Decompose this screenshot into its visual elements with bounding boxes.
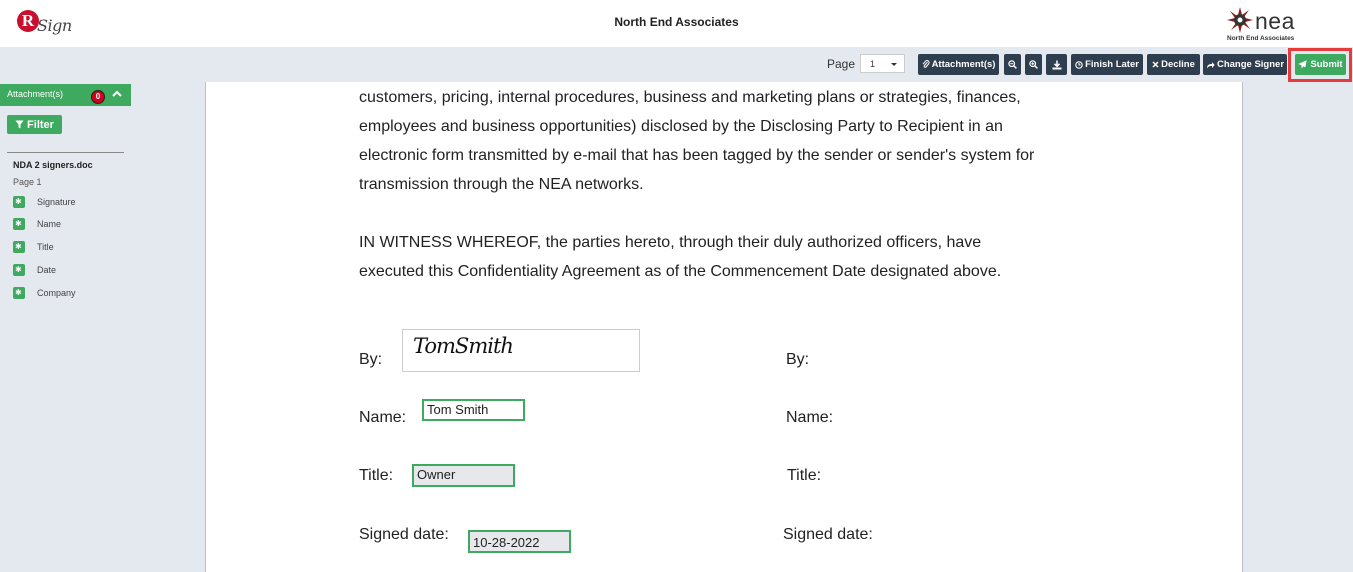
filter-icon: [15, 120, 24, 129]
page-select[interactable]: [860, 54, 905, 73]
nea-logo: [1224, 6, 1314, 46]
close-icon: [1152, 61, 1159, 68]
zoom-out-button[interactable]: [1004, 54, 1021, 75]
field-item-name[interactable]: [13, 218, 61, 230]
field-item-label: Title: [37, 242, 54, 252]
attachments-header-label: Attachment(s): [7, 89, 64, 99]
decline-button[interactable]: [1147, 54, 1200, 75]
left-title-label: Title:: [359, 467, 394, 484]
field-item-signature[interactable]: [13, 196, 76, 208]
finish-later-button-label: Finish Later: [1085, 59, 1139, 70]
attachments-button-label: Attachment(s): [931, 59, 996, 70]
right-name-label: Name:: [786, 409, 834, 426]
text-line: executed this Confidentiality Agreement as of the Commencement Date designated above.: [359, 263, 1002, 280]
agreement-paragraph: [359, 83, 1034, 199]
left-signed-date-label: Signed date:: [359, 526, 449, 543]
sidebar-divider: [7, 152, 124, 153]
zoom-out-icon: [1008, 60, 1017, 69]
change-signer-button[interactable]: [1203, 54, 1287, 75]
filter-button[interactable]: [7, 115, 62, 134]
signed-date-field[interactable]: 10-28-2022: [468, 530, 571, 553]
field-item-label: Date: [37, 265, 57, 275]
attachments-button[interactable]: [918, 54, 999, 75]
clock-icon: [1075, 61, 1083, 69]
download-icon: [1052, 60, 1062, 70]
share-arrow-icon: [1206, 61, 1215, 69]
submit-button-label: Submit: [1310, 59, 1343, 70]
text-line: electronic form transmitted by e-mail that has been tagged by the sender or sender's system for: [359, 147, 1035, 164]
attachments-count-badge: 0: [91, 90, 105, 104]
paperclip-icon: [922, 60, 930, 69]
left-name-label: Name:: [359, 409, 407, 426]
right-title-label: Title:: [787, 467, 822, 484]
field-item-title[interactable]: [13, 241, 54, 253]
zoom-in-button[interactable]: [1025, 54, 1042, 75]
nea-logo-mark-icon: [1227, 7, 1253, 33]
app-header: [0, 0, 1353, 48]
text-line: customers, pricing, internal procedures, business and marketing plans or strategies, finances,: [359, 89, 1021, 106]
document-name: NDA 2 signers.doc: [13, 160, 93, 170]
download-button[interactable]: [1046, 54, 1067, 75]
change-signer-button-label: Change Signer: [1216, 59, 1285, 70]
nea-logo-subtitle: North End Associates: [1227, 35, 1295, 42]
required-field-icon: [13, 287, 25, 299]
field-item-label: Signature: [37, 197, 76, 207]
rsign-logo-initial: R: [17, 10, 39, 32]
text-line: transmission through the NEA networks.: [359, 176, 644, 193]
field-item-date[interactable]: [13, 264, 56, 276]
zoom-in-icon: [1029, 60, 1038, 69]
text-line: IN WITNESS WHEREOF, the parties hereto, through their duly authorized officers, have: [359, 234, 982, 251]
name-field[interactable]: Tom Smith: [422, 399, 525, 421]
required-field-icon: [13, 241, 25, 253]
field-item-company[interactable]: [13, 287, 76, 299]
document-page-label: Page 1: [13, 177, 42, 187]
signature-field[interactable]: [402, 329, 640, 372]
filter-button-label: Filter: [27, 118, 54, 131]
decline-button-label: Decline: [1161, 59, 1195, 70]
submit-highlight-box: [1288, 48, 1352, 82]
page-label: Page: [827, 57, 856, 71]
nea-logo-word: nea: [1255, 8, 1295, 34]
required-field-icon: [13, 264, 25, 276]
required-field-icon: [13, 196, 25, 208]
page-select-value: 1: [870, 59, 876, 69]
fields-sidebar: [0, 82, 131, 572]
title-field[interactable]: Owner: [412, 464, 515, 487]
page-title: North End Associates: [614, 15, 739, 29]
right-signed-date-label: Signed date:: [783, 526, 873, 543]
field-item-label: Name: [37, 219, 62, 229]
text-line: employees and business opportunities) disclosed by the Disclosing Party to Recipient in an: [359, 118, 1003, 135]
left-by-label: By:: [359, 351, 383, 368]
right-by-label: By:: [786, 351, 810, 368]
required-field-icon: [13, 218, 25, 230]
field-item-label: Company: [37, 288, 76, 298]
chevron-up-icon[interactable]: [112, 90, 122, 97]
caret-down-icon: [891, 63, 897, 66]
rsign-logo-word: Sign: [37, 16, 72, 35]
finish-later-button[interactable]: [1071, 54, 1143, 75]
attachments-header[interactable]: [0, 84, 131, 106]
signature-value: TomSmith: [413, 334, 513, 358]
witness-paragraph: [359, 228, 1001, 286]
